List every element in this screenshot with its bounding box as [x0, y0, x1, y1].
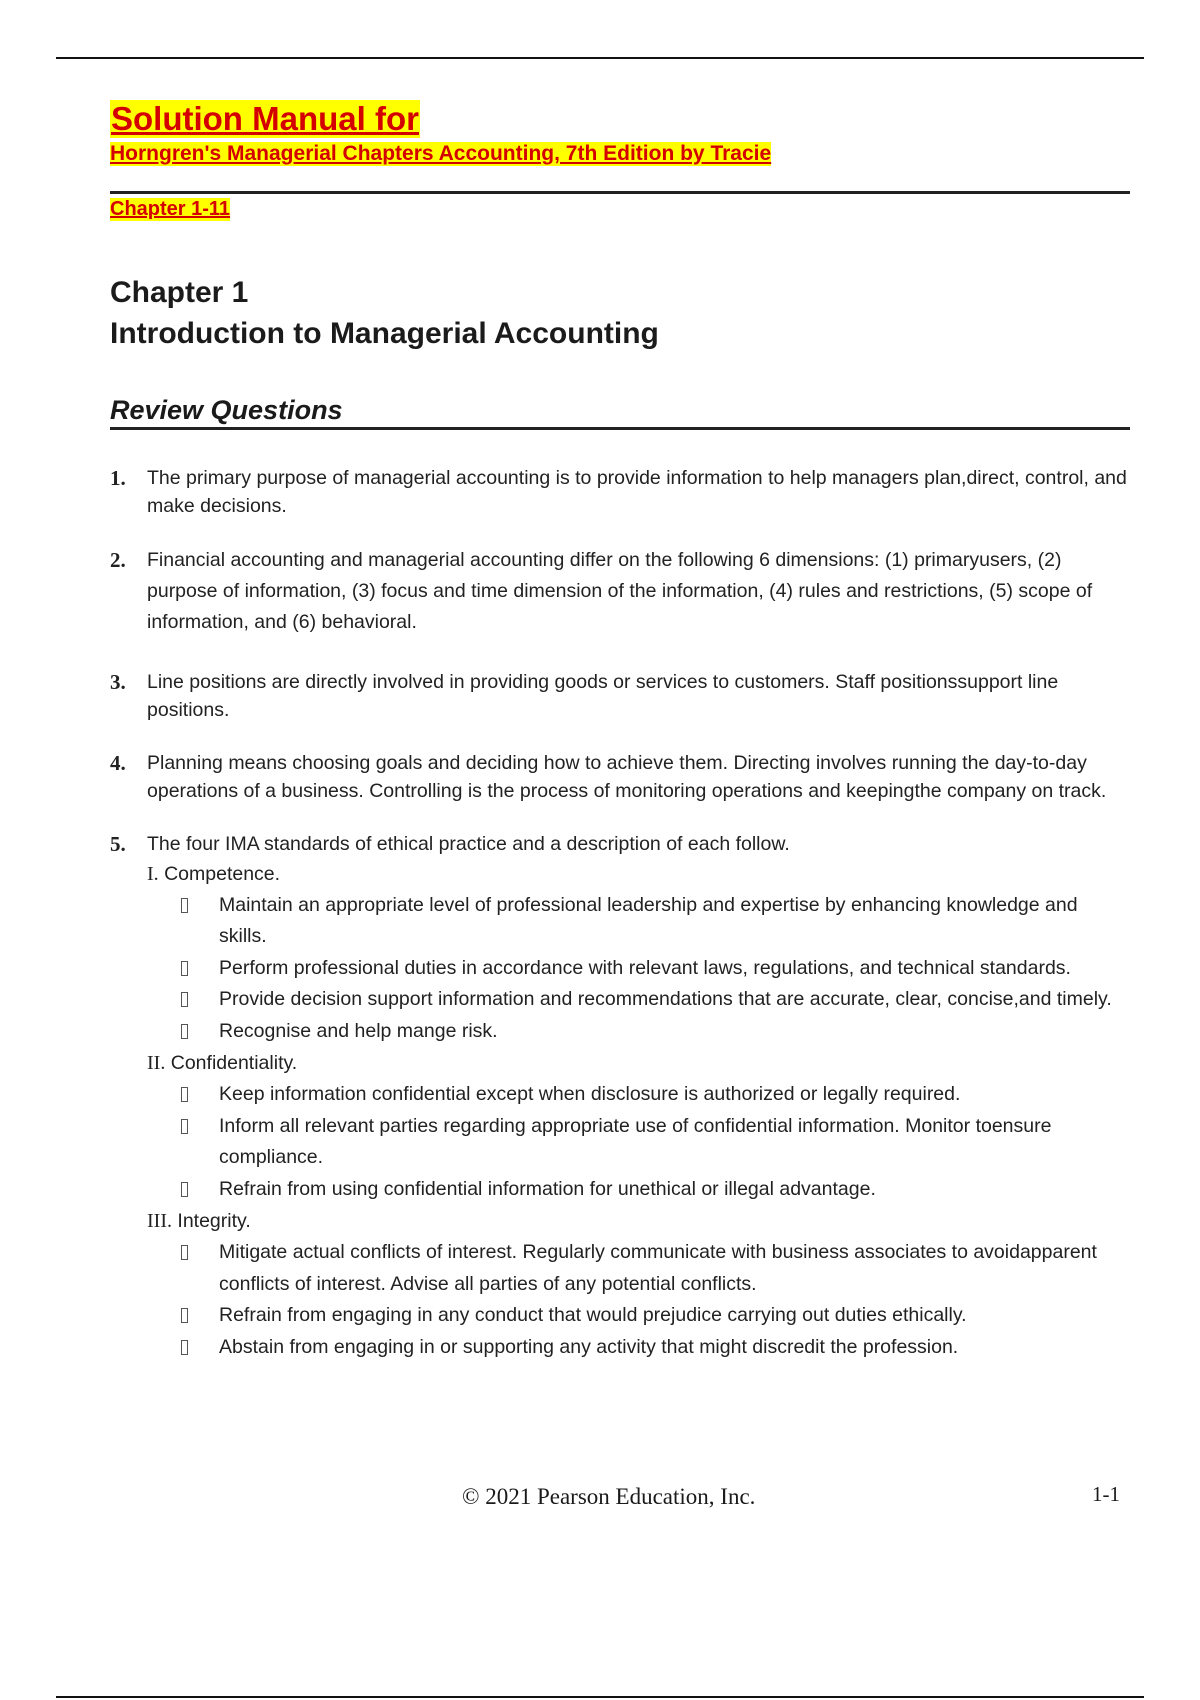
standard-name: Confidentiality.	[170, 1052, 298, 1075]
standard-name: Competence.	[164, 862, 281, 885]
section-heading: Review Questions	[110, 395, 1130, 430]
page-number: 1-1	[1092, 1482, 1120, 1506]
top-rule	[56, 57, 1144, 59]
bullet-box-icon	[181, 1245, 188, 1260]
question-text: Financial accounting and managerial accounting differ on the following 6 dimensions: (1) primaryusers, (2) purpose of information, (3) focus and time dimension of the information, (4) rules and restrictions, (5) scope of information, and (6) behavioral.	[147, 548, 1093, 633]
question-list	[110, 464, 1130, 1364]
list-item	[147, 890, 1130, 953]
document-subtitle: Horngren's Managerial Chapters Accounting, 7th Edition by Tracie	[110, 141, 772, 165]
question-text: Line positions are directly involved in providing goods or services to customers. Staff positionssupport line positions.	[147, 670, 1059, 721]
question-number: 4.	[110, 750, 126, 775]
bullet-box-icon	[181, 1087, 188, 1102]
standard-name: Integrity.	[177, 1210, 251, 1233]
question-text: The primary purpose of managerial accounting is to provide information to help managers plan,direct, control, and make decisions.	[147, 466, 1127, 517]
question-text: The four IMA standards of ethical practice and a description of each follow.	[147, 832, 790, 855]
document-title: Solution Manual for	[111, 100, 419, 137]
item-text: Perform professional duties in accordance with relevant laws, regulations, and technical standards.	[219, 956, 1071, 979]
question-2	[110, 545, 1130, 638]
chapter-range: Chapter 1-11	[110, 198, 231, 220]
bullet-box-icon	[181, 1182, 188, 1197]
standard-heading	[147, 858, 1130, 890]
item-text: Mitigate actual conflicts of interest. Regularly communicate with business associates to avoidapparent conflicts of interest. Advise all parties of any potential conflicts.	[219, 1241, 1097, 1295]
question-number: 2.	[110, 547, 126, 572]
standard-heading	[147, 1047, 1130, 1079]
list-item	[147, 984, 1130, 1016]
question-text: Planning means choosing goals and deciding how to achieve them. Directing involves running the day-to-day operations of a business. Controlling is the process of monitoring operations and keepingthe company on track.	[147, 751, 1107, 802]
bullet-box-icon	[181, 992, 188, 1007]
question-4	[110, 749, 1130, 805]
question-5	[110, 830, 1130, 1364]
list-item	[147, 1332, 1130, 1364]
list-item	[147, 953, 1130, 985]
item-text: Refrain from using confidential information for unethical or illegal advantage.	[219, 1177, 876, 1200]
item-text: Maintain an appropriate level of professional leadership and expertise by enhancing knowledge and skills.	[219, 893, 1078, 948]
bullet-box-icon	[181, 1340, 188, 1355]
bullet-box-icon	[181, 1308, 188, 1323]
chapter-number: Chapter 1	[110, 276, 249, 309]
question-3	[110, 668, 1130, 724]
standard-numeral: I.	[147, 862, 159, 885]
list-item	[147, 1016, 1130, 1048]
list-item	[147, 1079, 1130, 1111]
copyright-notice: © 2021 Pearson Education, Inc.	[462, 1484, 756, 1509]
bullet-box-icon	[181, 961, 188, 976]
question-number: 5.	[110, 831, 126, 856]
standard-integrity	[147, 1205, 1130, 1363]
bullet-box-icon	[181, 898, 188, 913]
standard-items	[147, 1079, 1130, 1205]
list-item	[147, 1174, 1130, 1206]
standard-items	[147, 1237, 1130, 1363]
question-1	[110, 464, 1130, 520]
item-text: Keep information confidential except when disclosure is authorized or legally required.	[219, 1083, 961, 1106]
chapter-name: Introduction to Managerial Accounting	[110, 317, 659, 351]
standard-heading	[147, 1205, 1130, 1237]
chapter-heading	[110, 272, 1130, 355]
list-item	[147, 1111, 1130, 1174]
standard-numeral: II.	[147, 1052, 166, 1075]
question-number: 3.	[110, 669, 126, 694]
item-text: Provide decision support information and recommendations that are accurate, clear, concise,and timely.	[219, 988, 1112, 1011]
list-item	[147, 1237, 1130, 1300]
standard-confidentiality	[147, 1047, 1130, 1205]
standard-numeral: III.	[147, 1210, 172, 1233]
bottom-rule	[56, 1696, 1144, 1698]
item-text: Abstain from engaging in or supporting any activity that might discredit the profession.	[219, 1335, 959, 1358]
bullet-box-icon	[181, 1119, 188, 1134]
standard-competence	[147, 858, 1130, 1048]
standard-items	[147, 890, 1130, 1048]
page-content	[110, 100, 1130, 1363]
item-text: Recognise and help mange risk.	[219, 1019, 498, 1042]
list-item	[147, 1300, 1130, 1332]
bullet-box-icon	[181, 1024, 188, 1039]
item-text: Refrain from engaging in any conduct that would prejudice carrying out duties ethically.	[219, 1304, 967, 1327]
question-number: 1.	[110, 465, 126, 490]
title-block	[110, 100, 1130, 220]
item-text: Inform all relevant parties regarding appropriate use of confidential information. Monitor toensure compliance.	[219, 1114, 1052, 1169]
